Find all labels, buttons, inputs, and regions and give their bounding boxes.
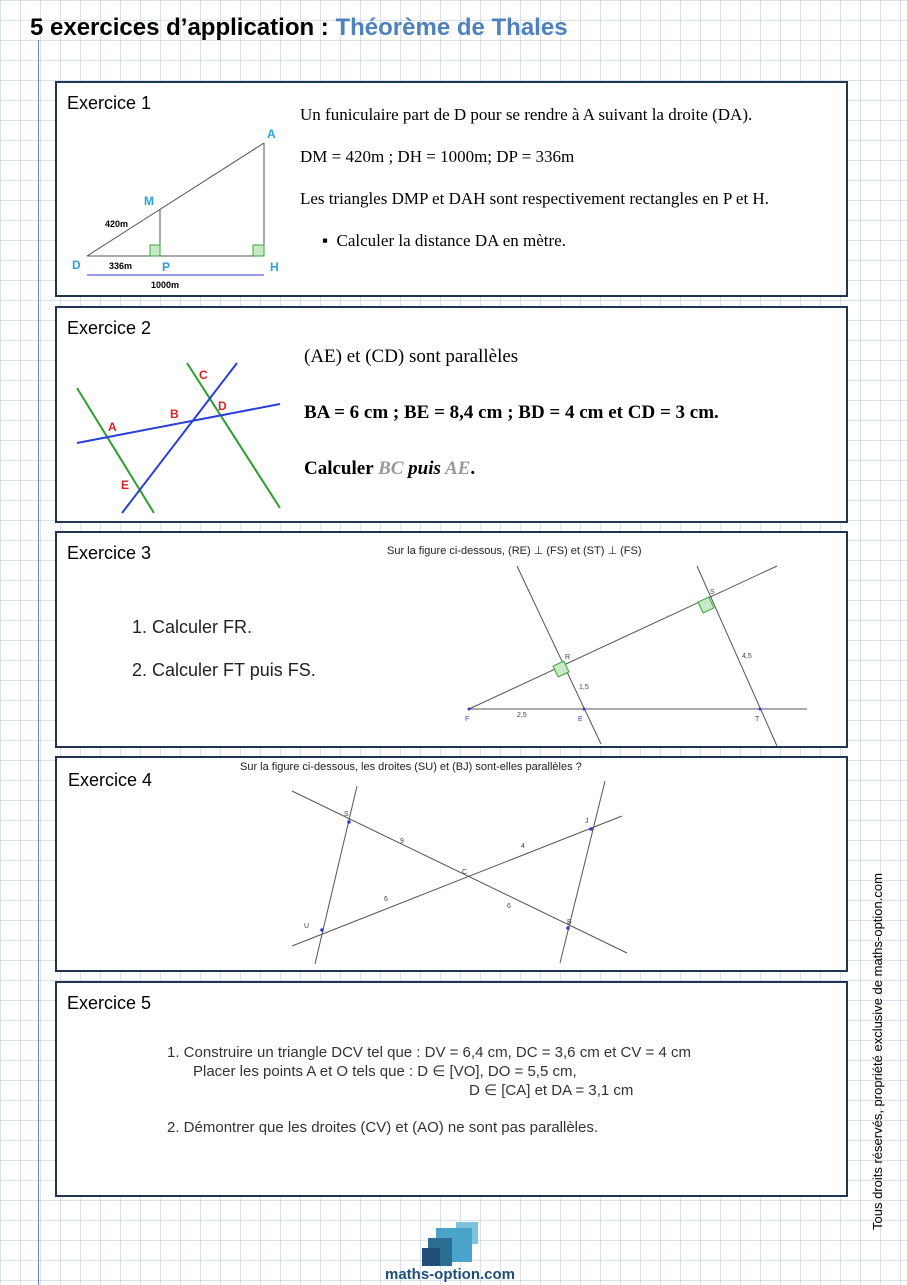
page-title-highlight: Théorème de Thales (335, 14, 568, 41)
fig2-label-B: B (170, 407, 179, 421)
fig2-label-C: C (199, 368, 208, 382)
fig3-label-T: T (755, 716, 760, 723)
exercise-3-figure (452, 561, 817, 746)
ex1-line1: Un funiculaire part de D pour se rendre à A suivant la droite (DA). (300, 105, 753, 124)
ex1-bullet-item: ▪ Calculer la distance DA en mètre. (322, 231, 566, 250)
exercise-1-figure (67, 123, 277, 293)
page-title-prefix: 5 exercices d’application : (30, 14, 336, 41)
ex1-bullet-text: Calculer la distance DA en mètre. (336, 231, 566, 250)
ex2-line3-mid: puis (403, 458, 445, 479)
ex3-question-2: 2. Calculer FT puis FS. (132, 660, 316, 680)
logo-text: maths-option.com (385, 1266, 515, 1283)
ex5-item2: 2. Démontrer que les droites (CV) et (AO) ne sont pas parallèles. (167, 1119, 599, 1136)
exercise-5-card (55, 981, 848, 1197)
fig2-label-E: E (121, 478, 130, 492)
fig1-length-dp: 336m (109, 261, 133, 271)
fig4-label-B: B (567, 919, 572, 926)
ex2-line1-text: (AE) et (CD) sont parallèles (304, 346, 519, 367)
fig3-length-fe: 2,5 (517, 712, 527, 719)
exercise-1-card (55, 81, 848, 297)
ex3-question-1: 1. Calculer FR. (132, 617, 253, 637)
exercise-4-figure (282, 776, 662, 971)
fig4-length-sc: 9 (400, 838, 404, 845)
fig4-label-J: J (585, 818, 589, 825)
site-logo[interactable] (370, 1220, 530, 1285)
exercise-2-label: Exercice 2 (67, 318, 152, 338)
ex2-line3-prefix: Calculer (304, 458, 379, 479)
ex1-line2: DM = 420m ; DH = 1000m; DP = 336m (300, 147, 575, 166)
exercise-1-statement (300, 105, 769, 251)
fig4-length-cb: 6 (507, 903, 511, 910)
exercise-3-question-list (132, 617, 316, 681)
fig4-length-uc: 6 (384, 896, 388, 903)
exercise-5-statement (167, 1043, 691, 1137)
ex2-line2: BA = 6 cm ; BE = 8,4 cm ; BD = 4 cm et CD = 3 cm. (304, 402, 719, 423)
exercise-4-label: Exercice 4 (68, 770, 153, 790)
fig3-length-st: 4,5 (742, 653, 752, 660)
notebook-margin-line (38, 40, 39, 1285)
fig3-label-F: F (465, 716, 470, 723)
fig1-label-M: M (144, 194, 154, 208)
ex5-item1-line1: 1. Construire un triangle DCV tel que : DV = 6,4 cm, DC = 3,6 cm et CV = 4 cm (167, 1044, 691, 1061)
fig4-label-U: U (304, 923, 310, 930)
exercise-5-label: Exercice 5 (67, 993, 152, 1013)
ex2-line3-ae: AE (444, 458, 471, 479)
ex2-line3 (304, 458, 475, 480)
fig3-length-re: 1,5 (579, 684, 589, 691)
ex5-item1-line3: D ∈ [CA] et DA = 3,1 cm (469, 1082, 634, 1099)
exercise-2-figure (72, 353, 292, 518)
fig1-length-dm: 420m (105, 219, 129, 229)
page-title (30, 14, 568, 42)
exercise-3-label: Exercice 3 (67, 543, 152, 563)
fig4-label-C: C (462, 869, 468, 876)
exercise-4-card (55, 756, 848, 972)
exercise-3-card (55, 531, 848, 748)
fig4-length-cj: 4 (521, 843, 525, 850)
ex2-line3-bc: BC (378, 458, 404, 479)
fig3-label-R: R (565, 654, 571, 661)
ex5-item1-line2: Placer les points A et O tels que : D ∈ [VO], DO = 5,5 cm, (193, 1063, 577, 1080)
fig3-label-S: S (710, 589, 715, 596)
fig1-length-dh: 1000m (151, 280, 180, 290)
ex3-figure-caption: Sur la figure ci-dessous, (RE) ⊥ (FS) et (ST) ⊥ (FS) (387, 545, 642, 557)
ex2-line1 (304, 346, 518, 368)
fig1-label-A: A (267, 127, 276, 141)
fig2-label-D: D (218, 399, 227, 413)
logo-squares-icon (370, 1220, 530, 1268)
ex1-line3: Les triangles DMP et DAH sont respectivement rectangles en P et H. (300, 189, 769, 208)
fig1-label-D: D (72, 258, 81, 272)
fig1-label-P: P (162, 260, 171, 274)
fig2-label-A: A (108, 420, 117, 434)
fig4-label-S: S (344, 811, 349, 818)
fig1-label-H: H (270, 260, 279, 274)
ex2-line3-end: . (470, 458, 476, 479)
exercise-1-label: Exercice 1 (67, 93, 152, 113)
fig3-label-E: E (578, 716, 583, 723)
ex4-figure-caption: Sur la figure ci-dessous, les droites (SU) et (BJ) sont-elles parallèles ? (240, 761, 582, 773)
copyright-notice: Tous droits réservés, propriété exclusive de maths-option.com (870, 873, 885, 1230)
exercise-2-card (55, 306, 848, 523)
